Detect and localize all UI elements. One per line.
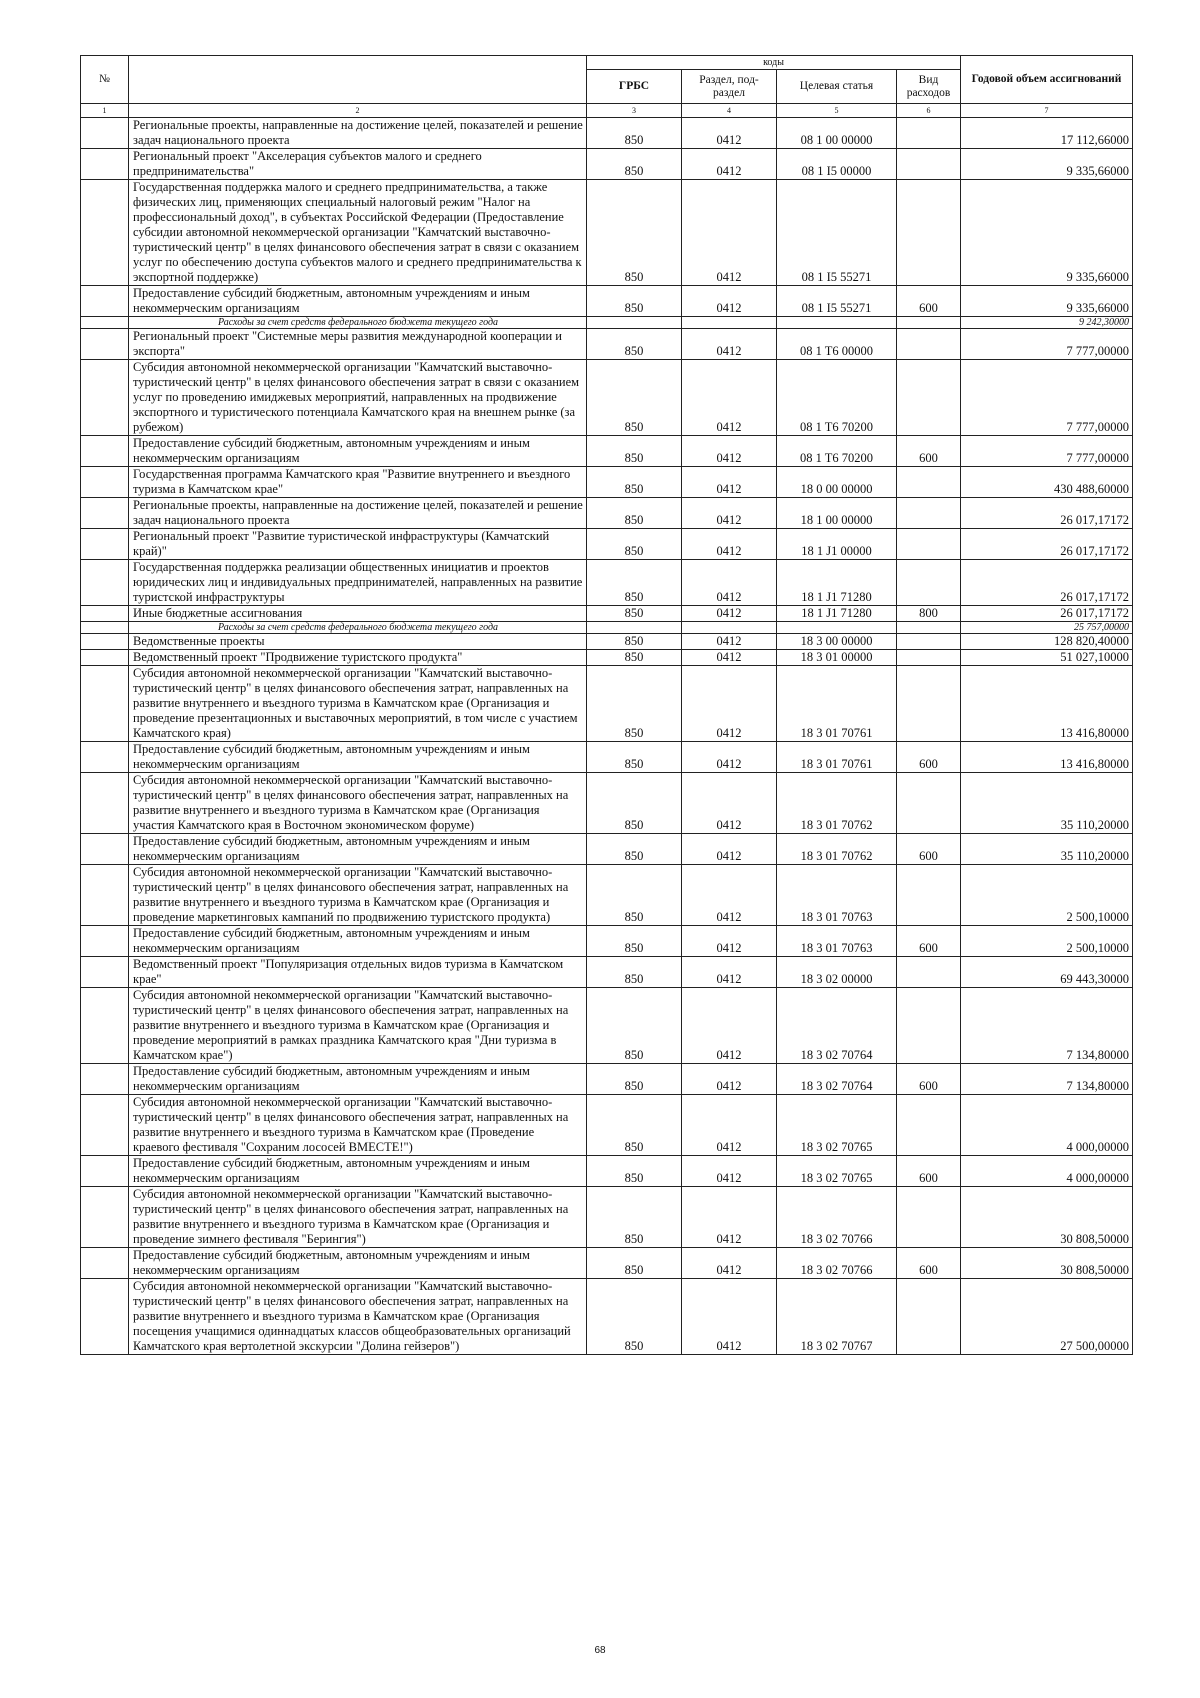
cell-section: 0412 — [682, 360, 777, 436]
cell-target: 18 1 J1 71280 — [777, 606, 897, 622]
cell-vr — [897, 1095, 961, 1156]
table-row — [81, 1064, 1133, 1095]
cell-amount: 69 443,30000 — [961, 957, 1133, 988]
cell-vr — [897, 865, 961, 926]
header-codes: коды — [587, 56, 961, 70]
cell-no — [81, 742, 129, 773]
cell-section: 0412 — [682, 149, 777, 180]
cell-target: 18 3 02 70764 — [777, 988, 897, 1064]
cell-target: 18 3 01 70763 — [777, 926, 897, 957]
cell-name: Субсидия автономной некоммерческой организации "Камчатский выставочно-туристический центр" в целях финансового обеспечения затрат, направленных на развитие внутреннего и въездного туризма в Камчатском крае (Организация и проведение зимнего фестиваля "Берингия") — [129, 1187, 587, 1248]
cell-no — [81, 360, 129, 436]
cell-section: 0412 — [682, 773, 777, 834]
cell-grbs — [587, 622, 682, 634]
table-row — [81, 329, 1133, 360]
table-row — [81, 1095, 1133, 1156]
header-grbs: ГРБС — [587, 70, 682, 104]
cell-section: 0412 — [682, 1095, 777, 1156]
table-row — [81, 149, 1133, 180]
cell-no — [81, 622, 129, 634]
cell-section: 0412 — [682, 834, 777, 865]
cell-vr — [897, 118, 961, 149]
cell-name: Региональные проекты, направленные на достижение целей, показателей и решение задач национального проекта — [129, 118, 587, 149]
cell-section: 0412 — [682, 118, 777, 149]
cell-amount: 26 017,17172 — [961, 498, 1133, 529]
cell-section: 0412 — [682, 650, 777, 666]
cell-section — [682, 317, 777, 329]
cell-name: Расходы за счет средств федерального бюджета текущего года — [129, 317, 587, 329]
col-number: 3 — [587, 104, 682, 118]
cell-target: 18 3 02 70764 — [777, 1064, 897, 1095]
cell-vr — [897, 467, 961, 498]
cell-vr — [897, 988, 961, 1064]
cell-section: 0412 — [682, 1187, 777, 1248]
cell-target: 08 1 T6 70200 — [777, 360, 897, 436]
cell-grbs: 850 — [587, 560, 682, 606]
cell-grbs: 850 — [587, 1279, 682, 1355]
cell-vr: 600 — [897, 742, 961, 773]
table-row — [81, 498, 1133, 529]
table-row — [81, 606, 1133, 622]
table-header — [81, 56, 1133, 118]
cell-name: Предоставление субсидий бюджетным, автономным учреждениям и иным некоммерческим организациям — [129, 1248, 587, 1279]
cell-grbs: 850 — [587, 118, 682, 149]
table-row — [81, 436, 1133, 467]
cell-no — [81, 865, 129, 926]
cell-vr: 600 — [897, 1156, 961, 1187]
cell-vr — [897, 634, 961, 650]
cell-amount: 4 000,00000 — [961, 1095, 1133, 1156]
cell-target: 18 1 00 00000 — [777, 498, 897, 529]
cell-section: 0412 — [682, 988, 777, 1064]
header-expense-type: Вид расходов — [897, 70, 961, 104]
cell-vr: 600 — [897, 834, 961, 865]
cell-vr: 600 — [897, 926, 961, 957]
cell-no — [81, 529, 129, 560]
cell-section: 0412 — [682, 1248, 777, 1279]
cell-name: Региональный проект "Развитие туристической инфраструктуры (Камчатский край)" — [129, 529, 587, 560]
cell-no — [81, 329, 129, 360]
table-row — [81, 180, 1133, 286]
cell-amount: 26 017,17172 — [961, 560, 1133, 606]
header-no: № — [81, 56, 129, 104]
cell-grbs: 850 — [587, 467, 682, 498]
col-number: 5 — [777, 104, 897, 118]
table-row — [81, 1187, 1133, 1248]
cell-vr — [897, 498, 961, 529]
cell-vr — [897, 317, 961, 329]
cell-section: 0412 — [682, 865, 777, 926]
cell-amount: 9 335,66000 — [961, 149, 1133, 180]
cell-target: 18 3 02 70767 — [777, 1279, 897, 1355]
header-name — [129, 56, 587, 104]
table-row — [81, 834, 1133, 865]
cell-section: 0412 — [682, 529, 777, 560]
table-row — [81, 957, 1133, 988]
cell-vr — [897, 329, 961, 360]
cell-name: Ведомственные проекты — [129, 634, 587, 650]
cell-section: 0412 — [682, 467, 777, 498]
cell-no — [81, 1248, 129, 1279]
cell-amount: 7 777,00000 — [961, 329, 1133, 360]
cell-name: Субсидия автономной некоммерческой организации "Камчатский выставочно-туристический центр" в целях финансового обеспечения затрат в связи с оказанием услуг по проведению имиджевых мероприятий, направленных на продвижение экспортного и туристического потенциала Камчатского края на внешнем рынке (за рубежом) — [129, 360, 587, 436]
cell-amount: 51 027,10000 — [961, 650, 1133, 666]
cell-section: 0412 — [682, 329, 777, 360]
cell-target: 08 1 T6 00000 — [777, 329, 897, 360]
cell-grbs: 850 — [587, 436, 682, 467]
cell-grbs: 850 — [587, 529, 682, 560]
table-row — [81, 650, 1133, 666]
cell-grbs: 850 — [587, 1095, 682, 1156]
cell-amount: 2 500,10000 — [961, 865, 1133, 926]
cell-amount: 13 416,80000 — [961, 666, 1133, 742]
cell-amount: 430 488,60000 — [961, 467, 1133, 498]
cell-grbs: 850 — [587, 926, 682, 957]
cell-amount: 2 500,10000 — [961, 926, 1133, 957]
cell-target: 08 1 I5 55271 — [777, 180, 897, 286]
col-number: 6 — [897, 104, 961, 118]
cell-name: Субсидия автономной некоммерческой организации "Камчатский выставочно-туристический центр" в целях финансового обеспечения затрат, направленных на развитие внутреннего и въездного туризма в Камчатском крае (Организация участия Камчатского края в Восточном экономическом форуме) — [129, 773, 587, 834]
cell-name: Субсидия автономной некоммерческой организации "Камчатский выставочно-туристический центр" в целях финансового обеспечения затрат, направленных на развитие внутреннего и въездного туризма в Камчатском крае (Организация и проведение маркетинговых кампаний по продвижению туристского продукта) — [129, 865, 587, 926]
cell-name: Государственная поддержка реализации общественных инициатив и проектов юридических лиц и индивидуальных предпринимателей, направленных на развитие туристской инфраструктуры — [129, 560, 587, 606]
cell-no — [81, 773, 129, 834]
cell-no — [81, 118, 129, 149]
header-annual: Годовой объем ассигнований — [961, 56, 1133, 104]
cell-no — [81, 560, 129, 606]
cell-no — [81, 834, 129, 865]
cell-amount: 9 242,30000 — [961, 317, 1133, 329]
table-row — [81, 467, 1133, 498]
cell-grbs: 850 — [587, 498, 682, 529]
cell-name: Предоставление субсидий бюджетным, автономным учреждениям и иным некоммерческим организациям — [129, 286, 587, 317]
cell-target — [777, 317, 897, 329]
table-row — [81, 286, 1133, 317]
cell-vr — [897, 957, 961, 988]
cell-grbs: 850 — [587, 957, 682, 988]
cell-name: Иные бюджетные ассигнования — [129, 606, 587, 622]
cell-name: Субсидия автономной некоммерческой организации "Камчатский выставочно-туристический центр" в целях финансового обеспечения затрат, направленных на развитие внутреннего и въездного туризма в Камчатском крае (Организация посещения учащимися одиннадцатых классов общеобразовательных организаций Камчатского края вертолетной экскурсии "Долина гейзеров") — [129, 1279, 587, 1355]
cell-target: 18 3 01 70762 — [777, 834, 897, 865]
col-number: 2 — [129, 104, 587, 118]
page-number: 68 — [594, 1645, 606, 1656]
cell-name: Предоставление субсидий бюджетным, автономным учреждениям и иным некоммерческим организациям — [129, 926, 587, 957]
cell-section: 0412 — [682, 498, 777, 529]
cell-vr — [897, 622, 961, 634]
cell-amount: 26 017,17172 — [961, 529, 1133, 560]
cell-target: 18 3 00 00000 — [777, 634, 897, 650]
cell-no — [81, 988, 129, 1064]
cell-name: Расходы за счет средств федерального бюджета текущего года — [129, 622, 587, 634]
cell-no — [81, 926, 129, 957]
col-number: 1 — [81, 104, 129, 118]
cell-name: Ведомственный проект "Популяризация отдельных видов туризма в Камчатском крае" — [129, 957, 587, 988]
cell-no — [81, 1187, 129, 1248]
table-row — [81, 1279, 1133, 1355]
cell-vr: 600 — [897, 1248, 961, 1279]
table-row — [81, 742, 1133, 773]
cell-name: Субсидия автономной некоммерческой организации "Камчатский выставочно-туристический центр" в целях финансового обеспечения затрат, направленных на развитие внутреннего и въездного туризма в Камчатском крае (Проведение краевого фестиваля "Сохраним лососей ВМЕСТЕ!") — [129, 1095, 587, 1156]
cell-no — [81, 634, 129, 650]
cell-vr: 600 — [897, 436, 961, 467]
federal-budget-row — [81, 317, 1133, 329]
cell-amount: 17 112,66000 — [961, 118, 1133, 149]
cell-grbs: 850 — [587, 666, 682, 742]
header-target: Целевая статья — [777, 70, 897, 104]
cell-grbs: 850 — [587, 360, 682, 436]
cell-section: 0412 — [682, 957, 777, 988]
cell-no — [81, 650, 129, 666]
table-row — [81, 926, 1133, 957]
header-col-numbers — [81, 104, 1133, 118]
cell-target: 18 1 J1 00000 — [777, 529, 897, 560]
cell-amount: 35 110,20000 — [961, 773, 1133, 834]
cell-grbs: 850 — [587, 1156, 682, 1187]
cell-no — [81, 606, 129, 622]
cell-amount: 30 808,50000 — [961, 1248, 1133, 1279]
cell-amount: 35 110,20000 — [961, 834, 1133, 865]
table-row — [81, 666, 1133, 742]
cell-name: Предоставление субсидий бюджетным, автономным учреждениям и иным некоммерческим организациям — [129, 1156, 587, 1187]
cell-vr — [897, 773, 961, 834]
cell-name: Региональный проект "Акселерация субъектов малого и среднего предпринимательства" — [129, 149, 587, 180]
cell-section: 0412 — [682, 1064, 777, 1095]
cell-vr — [897, 560, 961, 606]
cell-amount: 7 777,00000 — [961, 436, 1133, 467]
cell-target: 18 1 J1 71280 — [777, 560, 897, 606]
cell-section: 0412 — [682, 180, 777, 286]
cell-no — [81, 1064, 129, 1095]
cell-no — [81, 666, 129, 742]
cell-no — [81, 1279, 129, 1355]
cell-section: 0412 — [682, 1156, 777, 1187]
col-number: 4 — [682, 104, 777, 118]
cell-vr: 600 — [897, 1064, 961, 1095]
cell-target: 18 3 01 00000 — [777, 650, 897, 666]
cell-vr — [897, 149, 961, 180]
table-row — [81, 865, 1133, 926]
cell-name: Субсидия автономной некоммерческой организации "Камчатский выставочно-туристический центр" в целях финансового обеспечения затрат, направленных на развитие внутреннего и въездного туризма в Камчатском крае (Организация и проведение мероприятий в рамках праздника Камчатского края "Дни туризма в Камчатском крае") — [129, 988, 587, 1064]
cell-grbs: 850 — [587, 742, 682, 773]
cell-section — [682, 622, 777, 634]
cell-name: Субсидия автономной некоммерческой организации "Камчатский выставочно-туристический центр" в целях финансового обеспечения затрат, направленных на развитие внутреннего и въездного туризма в Камчатском крае (Организация и проведение презентационных и выставочных мероприятий, в том числе с участием Камчатского края) — [129, 666, 587, 742]
table-row — [81, 529, 1133, 560]
table-row — [81, 118, 1133, 149]
cell-name: Ведомственный проект "Продвижение туристского продукта" — [129, 650, 587, 666]
cell-vr — [897, 1279, 961, 1355]
cell-no — [81, 498, 129, 529]
cell-name: Предоставление субсидий бюджетным, автономным учреждениям и иным некоммерческим организациям — [129, 834, 587, 865]
cell-vr — [897, 529, 961, 560]
cell-no — [81, 149, 129, 180]
cell-grbs: 850 — [587, 180, 682, 286]
cell-target: 08 1 T6 70200 — [777, 436, 897, 467]
cell-grbs: 850 — [587, 286, 682, 317]
budget-table-sheet — [80, 55, 1132, 1355]
cell-grbs: 850 — [587, 773, 682, 834]
cell-grbs: 850 — [587, 834, 682, 865]
cell-name: Предоставление субсидий бюджетным, автономным учреждениям и иным некоммерческим организациям — [129, 742, 587, 773]
cell-target: 18 3 01 70763 — [777, 865, 897, 926]
table-row — [81, 988, 1133, 1064]
table-row — [81, 560, 1133, 606]
federal-budget-row — [81, 622, 1133, 634]
cell-no — [81, 286, 129, 317]
cell-target — [777, 622, 897, 634]
cell-vr — [897, 1187, 961, 1248]
cell-name: Предоставление субсидий бюджетным, автономным учреждениям и иным некоммерческим организациям — [129, 436, 587, 467]
cell-section: 0412 — [682, 560, 777, 606]
cell-name: Государственная поддержка малого и среднего предпринимательства, а также физических лиц, применяющих специальный налоговый режим "Налог на профессиональный доход", в субъектах Российской Федерации (Предоставление субсидии автономной некоммерческой организации "Камчатский выставочно-туристический центр" в целях финансового обеспечения затрат в связи с оказанием услуг по обеспечению доступа субъектов малого и среднего предпринимательства к экспортной поддержке) — [129, 180, 587, 286]
cell-name: Государственная программа Камчатского края "Развитие внутреннего и въездного туризма в Камчатском крае" — [129, 467, 587, 498]
cell-grbs: 850 — [587, 650, 682, 666]
cell-grbs: 850 — [587, 1064, 682, 1095]
cell-target: 18 3 02 70765 — [777, 1156, 897, 1187]
cell-grbs: 850 — [587, 606, 682, 622]
cell-target: 18 3 02 70766 — [777, 1187, 897, 1248]
cell-section: 0412 — [682, 634, 777, 650]
table-row — [81, 1156, 1133, 1187]
cell-amount: 25 757,00000 — [961, 622, 1133, 634]
cell-no — [81, 436, 129, 467]
cell-vr: 600 — [897, 286, 961, 317]
cell-vr — [897, 180, 961, 286]
cell-amount: 4 000,00000 — [961, 1156, 1133, 1187]
cell-amount: 27 500,00000 — [961, 1279, 1133, 1355]
cell-section: 0412 — [682, 436, 777, 467]
cell-no — [81, 180, 129, 286]
col-number: 7 — [961, 104, 1133, 118]
cell-target: 18 3 01 70762 — [777, 773, 897, 834]
cell-grbs — [587, 317, 682, 329]
table-body — [81, 118, 1133, 1355]
cell-grbs: 850 — [587, 329, 682, 360]
budget-table — [80, 55, 1133, 1355]
cell-grbs: 850 — [587, 865, 682, 926]
cell-amount: 7 777,00000 — [961, 360, 1133, 436]
cell-section: 0412 — [682, 286, 777, 317]
cell-amount: 13 416,80000 — [961, 742, 1133, 773]
cell-name: Региональный проект "Системные меры развития международной кооперации и экспорта" — [129, 329, 587, 360]
cell-target: 18 3 02 70766 — [777, 1248, 897, 1279]
cell-vr — [897, 360, 961, 436]
cell-amount: 26 017,17172 — [961, 606, 1133, 622]
cell-no — [81, 1156, 129, 1187]
cell-target: 18 3 01 70761 — [777, 742, 897, 773]
cell-target: 18 0 00 00000 — [777, 467, 897, 498]
cell-target: 08 1 I5 00000 — [777, 149, 897, 180]
cell-no — [81, 467, 129, 498]
cell-vr — [897, 650, 961, 666]
cell-amount: 7 134,80000 — [961, 988, 1133, 1064]
table-row — [81, 773, 1133, 834]
cell-section: 0412 — [682, 742, 777, 773]
cell-section: 0412 — [682, 606, 777, 622]
cell-no — [81, 957, 129, 988]
cell-amount: 128 820,40000 — [961, 634, 1133, 650]
cell-amount: 7 134,80000 — [961, 1064, 1133, 1095]
cell-name: Региональные проекты, направленные на достижение целей, показателей и решение задач национального проекта — [129, 498, 587, 529]
cell-amount: 9 335,66000 — [961, 180, 1133, 286]
cell-name: Предоставление субсидий бюджетным, автономным учреждениям и иным некоммерческим организациям — [129, 1064, 587, 1095]
cell-section: 0412 — [682, 666, 777, 742]
cell-target: 18 3 02 70765 — [777, 1095, 897, 1156]
cell-target: 08 1 I5 55271 — [777, 286, 897, 317]
cell-target: 18 3 01 70761 — [777, 666, 897, 742]
cell-grbs: 850 — [587, 1248, 682, 1279]
cell-no — [81, 317, 129, 329]
cell-grbs: 850 — [587, 1187, 682, 1248]
cell-target: 08 1 00 00000 — [777, 118, 897, 149]
cell-amount: 30 808,50000 — [961, 1187, 1133, 1248]
table-row — [81, 360, 1133, 436]
table-row — [81, 1248, 1133, 1279]
cell-vr: 800 — [897, 606, 961, 622]
table-row — [81, 634, 1133, 650]
cell-no — [81, 1095, 129, 1156]
cell-vr — [897, 666, 961, 742]
header-section: Раздел, под-раздел — [682, 70, 777, 104]
cell-grbs: 850 — [587, 634, 682, 650]
cell-section: 0412 — [682, 1279, 777, 1355]
cell-grbs: 850 — [587, 988, 682, 1064]
cell-target: 18 3 02 00000 — [777, 957, 897, 988]
cell-section: 0412 — [682, 926, 777, 957]
cell-grbs: 850 — [587, 149, 682, 180]
cell-amount: 9 335,66000 — [961, 286, 1133, 317]
